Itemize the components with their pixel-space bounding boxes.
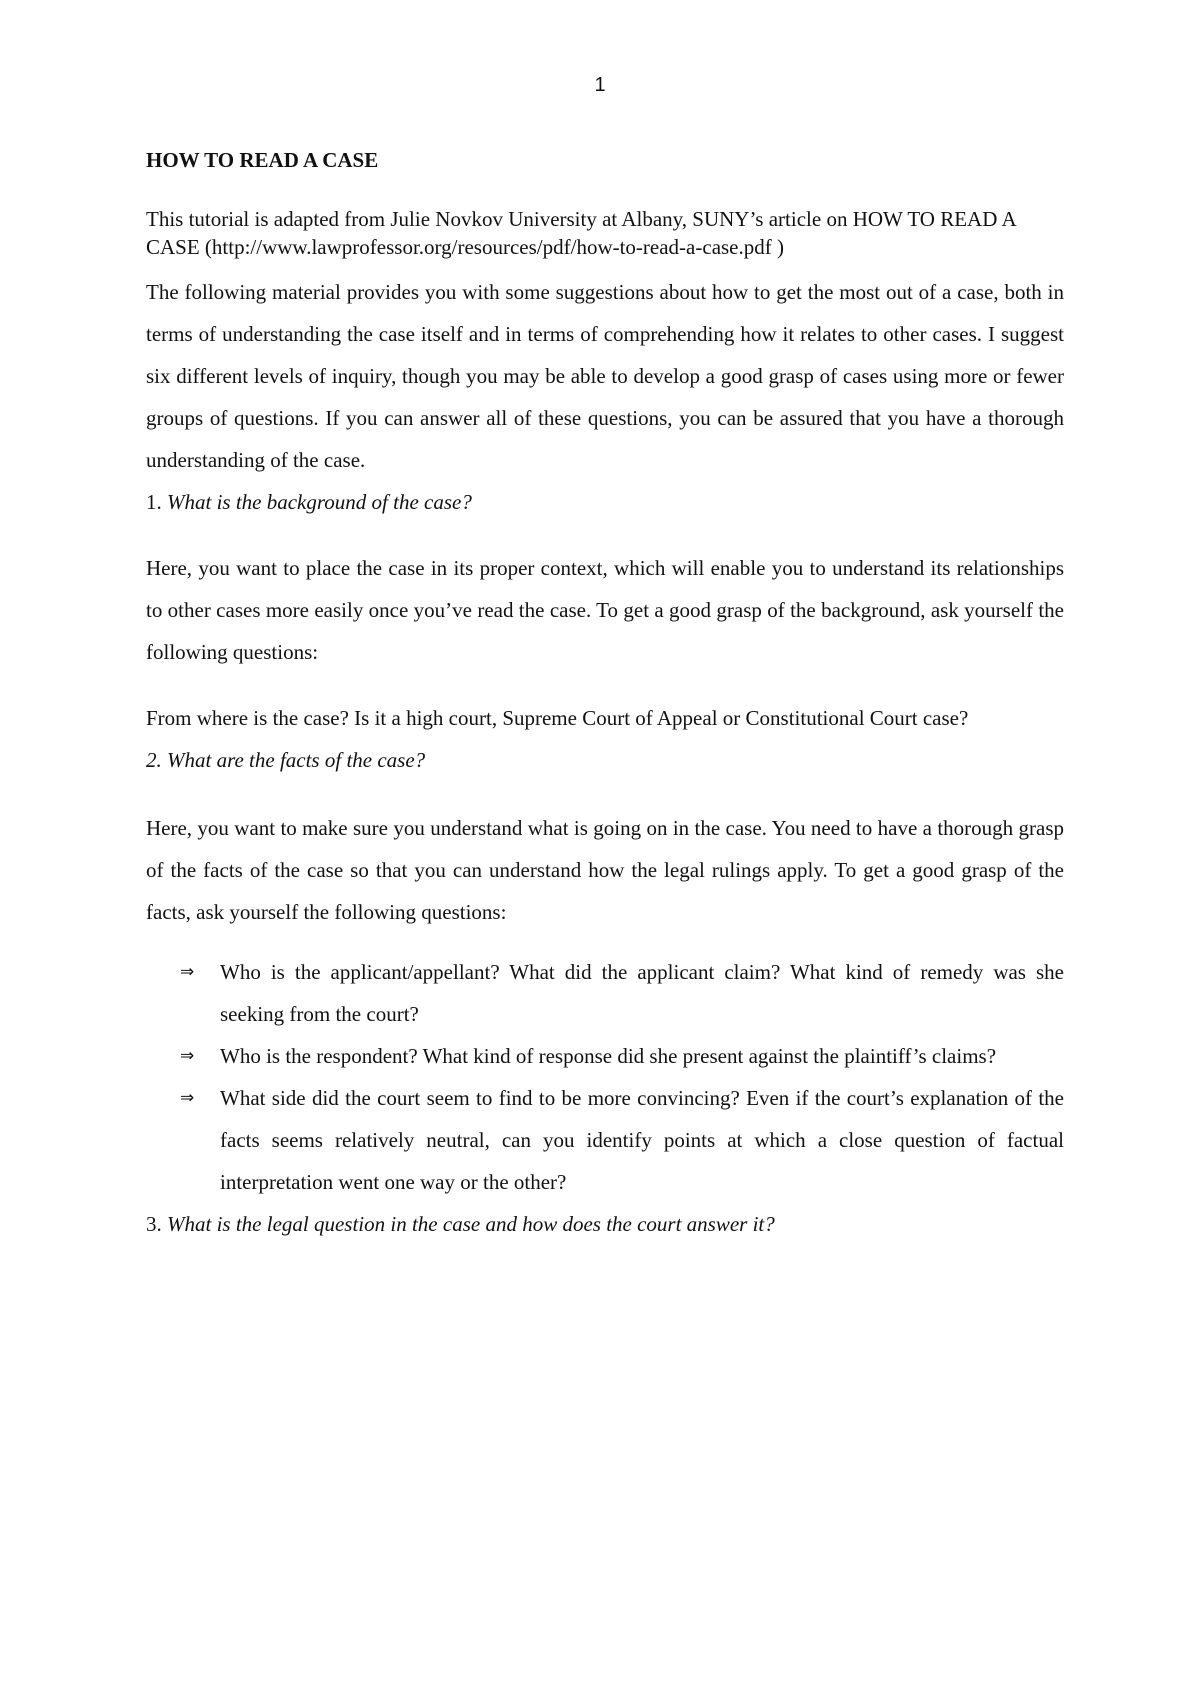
document-title: HOW TO READ A CASE bbox=[146, 148, 379, 172]
list-item bbox=[146, 951, 1064, 1035]
list-item-text: Who is the respondent? What kind of response did she present against the plaintiff’s claims? bbox=[220, 1044, 997, 1068]
double-arrow-icon: ⇒ bbox=[180, 1088, 195, 1108]
list-item bbox=[146, 1035, 1064, 1077]
question-list bbox=[146, 951, 1064, 1203]
section-1-number: 1. bbox=[146, 490, 162, 514]
section-3-number: 3. bbox=[146, 1212, 162, 1236]
list-item-text: What side did the court seem to find to be more convincing? Even if the court’s explanation of the facts seems relatively neutral, can you identify points at which a close question of factual interpretation went one way or the other? bbox=[220, 1086, 1064, 1194]
section-2-number: 2. bbox=[146, 748, 162, 772]
list-item-text: Who is the applicant/appellant? What did the applicant claim? What kind of remedy was she seeking from the court? bbox=[220, 960, 1064, 1026]
list-item bbox=[146, 1077, 1064, 1203]
section-2-question: What are the facts of the case? bbox=[167, 748, 426, 772]
overview-paragraph: The following material provides you with some suggestions about how to get the most out of a case, both in terms of understanding the case itself and in terms of comprehending how it relates to other cases. I suggest six different levels of inquiry, though you may be able to develop a good grasp of cases using more or fewer groups of questions. If you can answer all of these questions, you can be assured that you have a thorough understanding of the case. bbox=[146, 280, 1064, 472]
section-3-heading bbox=[146, 1203, 1064, 1245]
section-2-heading bbox=[146, 739, 1064, 781]
section-3-question: What is the legal question in the case and how does the court answer it? bbox=[167, 1212, 775, 1236]
page-number: 1 bbox=[594, 74, 606, 96]
section-1-paragraph-2: From where is the case? Is it a high court, Supreme Court of Appeal or Constitutional Court case? bbox=[146, 706, 969, 730]
document-body bbox=[146, 140, 1064, 1245]
section-1-heading bbox=[146, 481, 1064, 523]
double-arrow-icon: ⇒ bbox=[180, 1046, 195, 1066]
double-arrow-icon: ⇒ bbox=[180, 962, 195, 982]
section-2-paragraph: Here, you want to make sure you understand what is going on in the case. You need to have a thorough grasp of the facts of the case so that you can understand how the legal rulings apply. To get a good grasp of the facts, ask yourself the following questions: bbox=[146, 816, 1064, 924]
intro-paragraph: This tutorial is adapted from Julie Novkov University at Albany, SUNY’s article on HOW TO READ A CASE (http://www.lawprofessor.org/resources/pdf/how-to-read-a-case.pdf ) bbox=[146, 207, 1016, 259]
section-1-paragraph: Here, you want to place the case in its proper context, which will enable you to understand its relationships to other cases more easily once you’ve read the case. To get a good grasp of the background, ask yourself the following questions: bbox=[146, 556, 1064, 664]
section-1-question: What is the background of the case? bbox=[167, 490, 472, 514]
